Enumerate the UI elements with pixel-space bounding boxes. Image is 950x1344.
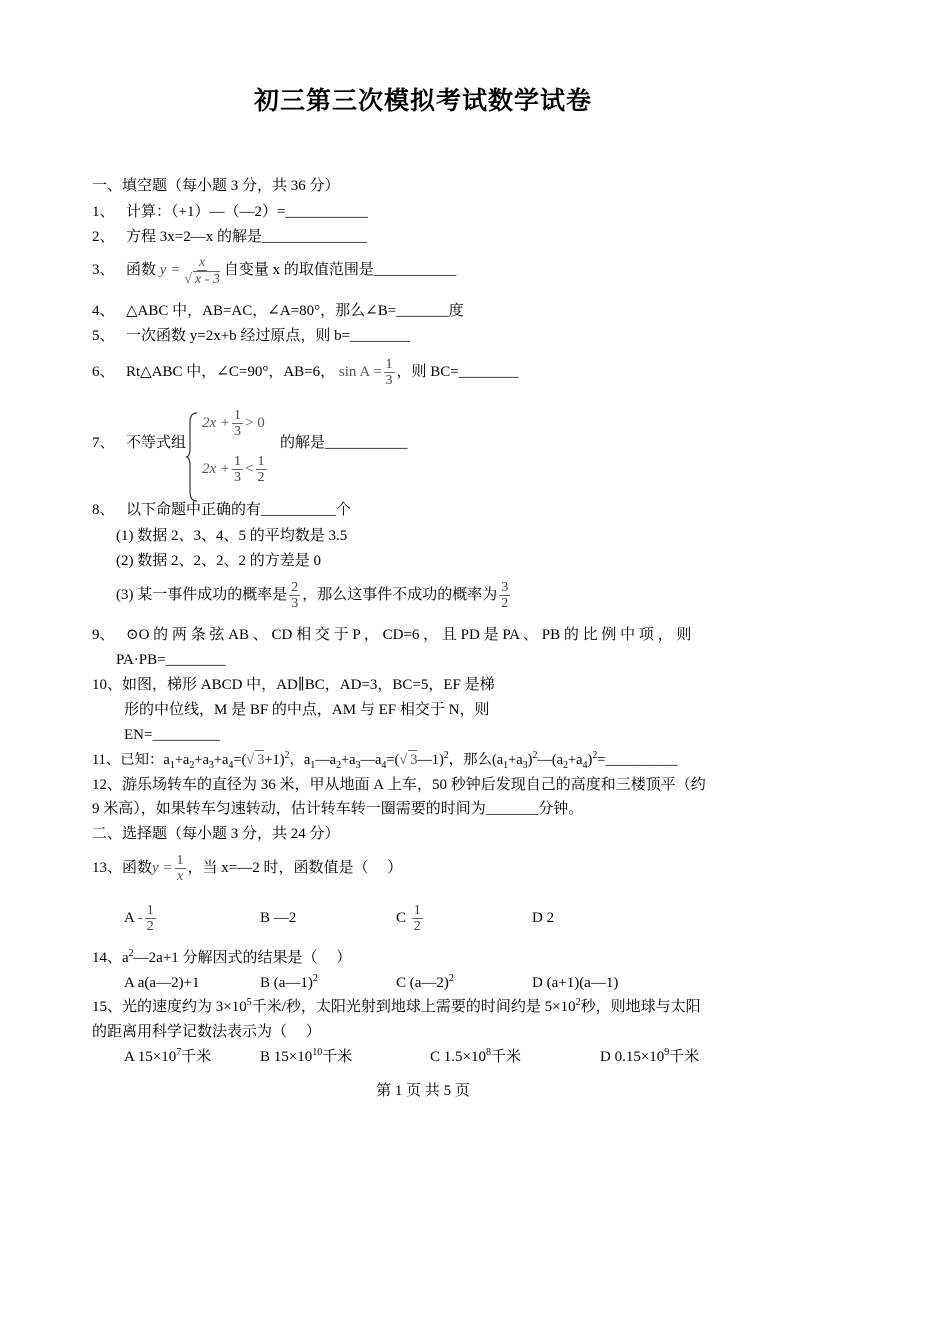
fraction-numerator: 1 <box>176 853 184 869</box>
formula-lhs: y = <box>152 860 173 876</box>
question-8 <box>92 501 351 519</box>
fraction-denominator: 3 <box>234 470 242 485</box>
fraction <box>232 454 243 485</box>
question-15-line-2: 的距离用科学记数法表示为（ ） <box>92 1024 321 1040</box>
question-number: 5、 <box>92 328 115 344</box>
fraction <box>499 580 510 611</box>
sqrt-radicand: 3 <box>410 752 418 768</box>
question-text-tail: ，则 BC=________ <box>396 364 519 380</box>
fraction-denominator: x <box>176 869 184 885</box>
question-8-option-2: (2) 数据 2、2、2、2 的方差是 0 <box>116 553 321 569</box>
question-13-option-a: A - $\frac{1}{2}$ <box>124 903 154 935</box>
question-text-tail: ，当 x=—2 时，函数值是（ ） <box>187 860 403 876</box>
formula-lhs: y = <box>159 262 181 278</box>
question-12-line-2: 9 米高），如果转车匀速转动，估计转车转一圈需要的时间为_______分钟。 <box>92 801 584 817</box>
fraction <box>256 454 267 485</box>
question-10-line-1: 10、如图，梯形 ABCD 中，AD∥BC，AD=3，BC=5，EF 是梯 <box>92 677 495 693</box>
option-text-mid: ，那么这事件不成功的概率为 <box>302 587 498 603</box>
question-text-tail: 自变量 x 的取值范围是___________ <box>223 262 457 278</box>
question-text: 不等式组 <box>126 435 187 451</box>
fraction-numerator: 2 <box>291 580 299 596</box>
fraction-denominator: x - 3 <box>194 271 220 287</box>
fraction-denominator: 2 <box>501 596 509 612</box>
question-13-option-c: C $\frac{1}{2}$ <box>396 903 421 935</box>
question-15-line-1: 15、光的速度约为 $3\times 10^5$千米/秒，太阳光射到地球上需要的时间约是 $5\times 10^2$秒，则地球与太阳 <box>92 997 701 1015</box>
question-6 <box>92 354 519 390</box>
fraction <box>182 255 222 287</box>
inequality-line-2 <box>202 454 269 485</box>
inequality-lhs: 2x + <box>202 460 231 477</box>
question-number: 3、 <box>92 262 115 278</box>
question-2 <box>92 228 367 246</box>
question-number: 6、 <box>92 364 115 380</box>
question-number: 4、 <box>92 303 115 319</box>
section-2-heading: 二、选择题（每小题 3 分，共 24 分） <box>92 826 340 842</box>
question-14: 14、$a^2—2a+1$ 分解因式的结果是（ ） <box>92 948 352 966</box>
fraction-numerator: 1 <box>257 454 265 469</box>
question-9 <box>92 626 691 644</box>
question-14-option-b: B (a—1)$^2$ <box>260 973 318 991</box>
question-text: △ABC 中，AB=AC，∠A=80°，那么∠B=_______度 <box>126 303 464 319</box>
page-footer: 第 1 页 共 5 页 <box>376 1083 470 1099</box>
question-1 <box>92 203 368 221</box>
question-9-line-2: PA·PB=________ <box>116 652 226 668</box>
question-13 <box>92 850 402 886</box>
section-1-heading: 一、填空题（每小题 3 分，共 36 分） <box>92 178 340 194</box>
question-13-option-b: B —2 <box>260 910 297 926</box>
question-15-option-c: C $1.5\times 10^8$千米 <box>430 1047 521 1065</box>
fraction-denominator: 2 <box>257 470 265 485</box>
question-14-option-d: D (a+1)(a—1) <box>532 975 619 991</box>
question-text: 一次函数 y=2x+b 经过原点，则 b=________ <box>126 328 411 344</box>
question-text: ⊙O 的 两 条 弦 AB 、 CD 相 交 于 P ， CD=6 ， 且 PD 是 PA 、 PB 的 比 例 中 项 ， 则 <box>126 627 692 643</box>
question-text: 13、函数 <box>92 860 153 876</box>
left-brace-icon <box>186 412 198 502</box>
question-14-option-a: A a(a—2)+1 <box>124 975 200 991</box>
question-8-option-3 <box>116 577 512 613</box>
question-8-option-1: (1) 数据 2、3、4、5 的平均数是 3.5 <box>116 528 348 544</box>
question-13-option-d: D 2 <box>532 910 555 926</box>
question-number: 7、 <box>92 435 115 451</box>
formula-lhs: sin A = <box>338 364 382 380</box>
question-15-option-a: A $15\times 10^7$千米 <box>124 1047 212 1065</box>
inequality-rhs: > 0 <box>245 414 265 431</box>
fraction-numerator: 1 <box>234 454 242 469</box>
inequality-lhs: 2x + <box>202 414 231 431</box>
page-title: 初三第三次模拟考试数学试卷 <box>253 86 592 115</box>
fraction <box>175 853 186 884</box>
question-11: 11、已知：$a_1+a_2+a_3+a_4=(√$ 3+1)$^2$，$a_1—a_2+a_3—a_4=(√$ 3—1)$^2$，那么$(a_1+a_3)^2—(a_2+a_4)^2=\_\_\_\_\_\_\_\_\_\_$ <box>92 750 678 771</box>
question-text: 计算：（+1）—（—2）=___________ <box>126 204 368 220</box>
question-text: Rt△ABC 中，∠C=90°，AB=6， <box>126 364 336 380</box>
question-5 <box>92 327 410 345</box>
fraction-numerator: 1 <box>234 408 242 423</box>
question-text: 函数 <box>126 262 157 278</box>
question-number: 1、 <box>92 204 115 220</box>
question-12-line-1: 12、游乐场转车的直径为 36 米，甲从地面 A 上车，50 秒钟后发现自己的高度和三楼顶平（约 <box>92 777 706 793</box>
question-15-option-d: D $0.15\times 10^9$千米 <box>600 1047 700 1065</box>
sqrt-radicand: 3 <box>257 752 265 768</box>
fraction <box>289 580 300 611</box>
question-text: 方程 3x=2—x 的解是______________ <box>126 229 367 245</box>
question-14-option-c: C (a—2)$^2$ <box>396 973 454 991</box>
question-3 <box>92 252 456 288</box>
fraction-denominator: 3 <box>291 596 299 612</box>
question-number: 8、 <box>92 502 115 518</box>
inequality-line-1 <box>202 408 265 439</box>
question-text: 以下命题中正确的有__________个 <box>126 502 352 518</box>
question-number: 9、 <box>92 627 115 643</box>
question-number: 2、 <box>92 229 115 245</box>
fraction-numerator: x <box>198 254 206 270</box>
option-text: (3) 某一事件成功的概率是 <box>116 587 288 603</box>
question-10-line-3: EN=_________ <box>124 727 220 743</box>
fraction-numerator: 1 <box>385 357 393 373</box>
fraction-numerator: 3 <box>501 580 509 596</box>
question-10-line-2: 形的中位线，M 是 BF 的中点，AM 与 EF 相交于 N，则 <box>124 702 490 718</box>
fraction-denominator: 3 <box>234 424 242 439</box>
question-4 <box>92 302 464 320</box>
inequality-sign: < <box>245 460 254 477</box>
sqrt-sign: √ <box>184 271 192 287</box>
question-15-option-b: B $15\times 10^{10}$千米 <box>260 1047 353 1065</box>
fraction-denominator: 3 <box>385 373 393 389</box>
fraction <box>384 357 395 388</box>
fraction <box>232 408 243 439</box>
question-7-tail: 的解是___________ <box>280 435 408 451</box>
question-7 <box>92 434 186 452</box>
